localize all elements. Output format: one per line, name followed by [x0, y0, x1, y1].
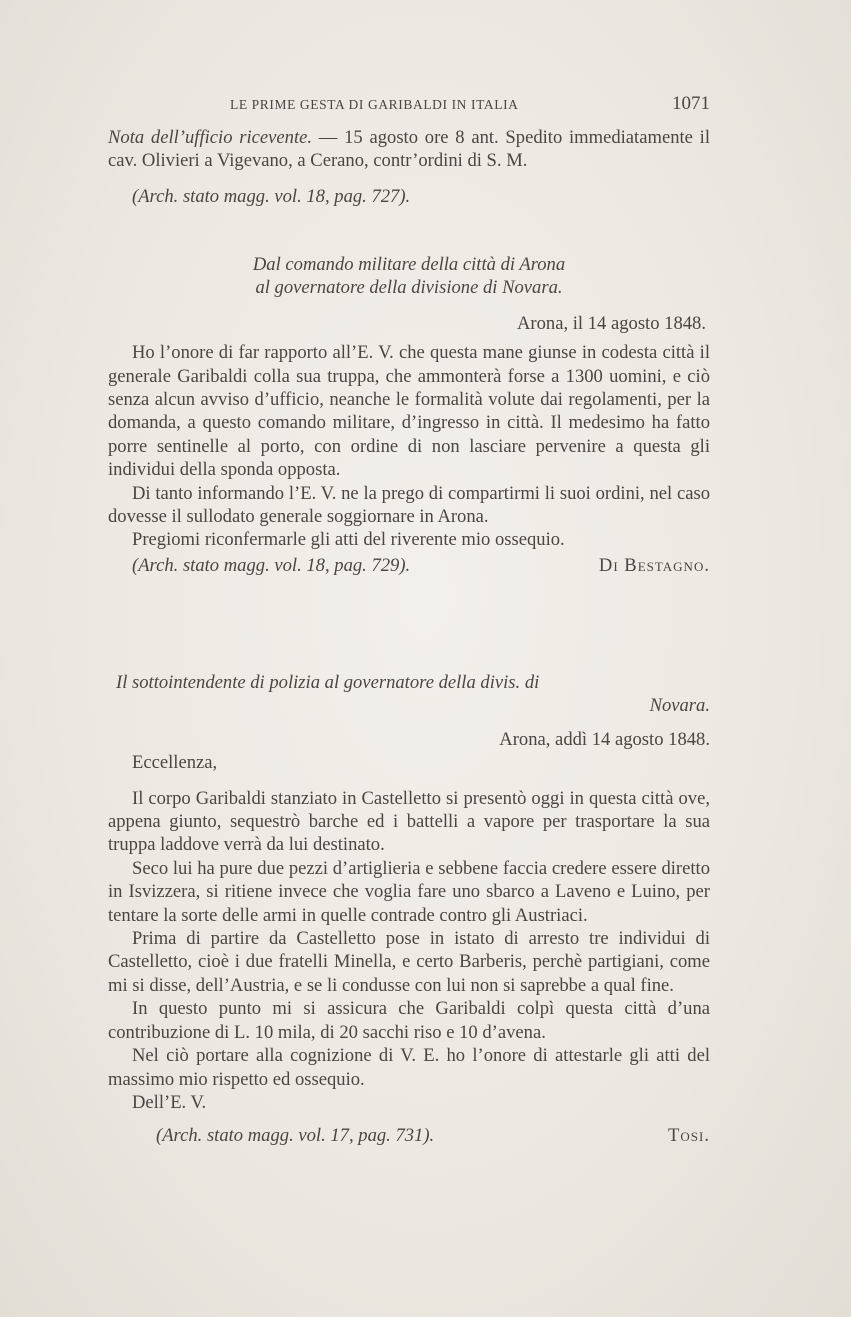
letter2-dateline: Arona, addì 14 agosto 1848. [499, 728, 710, 750]
letter1-heading-line1: Dal comando militare della città di Arona [252, 254, 566, 275]
letter2-paragraph: Il corpo Garibaldi stanziato in Castelletto si presentò oggi in questa città ove, appena giunto, sequestrò barche ed i battelli a vapore per trasportare la sua truppa laddove verrà da lui destinato. [108, 787, 710, 856]
letter-1 [108, 253, 710, 577]
letter2-signature: Tosi. [668, 1125, 710, 1147]
nota-text: — 15 agosto ore 8 ant. Spedito immediatamente il cav. Olivieri a Vigevano, a Cerano, contr’ordini di S. M. [108, 127, 710, 172]
letter2-heading-line2: Novara. [649, 695, 710, 717]
letter2-closing: Dell’E. V. [132, 1091, 207, 1113]
letter2-salutation: Eccellenza, [132, 752, 218, 774]
nota-reference: (Arch. stato magg. vol. 18, pag. 727). [132, 185, 411, 207]
nota-paragraph [108, 126, 710, 173]
letter1-paragraph: Ho l’onore di far rapporto all’E. V. che questa mane giunse in codesta città il generale Garibaldi colla sua truppa, che ammonterà forse a 1300 uomini, e ciò senza alcun avviso d’ufficio, neanche le formalità volute dai regolamenti, per la domanda, a questo comando militare, d’ingresso in città. Il medesimo ha fatto porre sentinelle al porto, con ordine di non lasciare pervenire a questa gli individui della sponda opposta. [108, 342, 710, 481]
letter1-paragraph: Di tanto informando l’E. V. ne la prego di compartirmi li suoi ordini, nel caso dovesse il sullodato generale soggiornare in Arona. [108, 482, 710, 528]
letter1-heading-line2: al governatore della divisione di Novara. [255, 277, 563, 299]
page-number: 1071 [672, 93, 710, 114]
letter2-heading-line1: Il sottointendente di polizia al governatore della divis. di [116, 672, 540, 693]
nota-label: Nota dell’ufficio ricevente. [108, 127, 313, 148]
letter2-footer [108, 1124, 710, 1147]
running-title: LE PRIME GESTA DI GARIBALDI IN ITALIA [230, 97, 519, 112]
letter2-paragraph: In questo punto mi si assicura che Garibaldi colpì questa città d’una contribuzione di L. 10 mila, di 20 sacchi riso e 10 d’avena. [108, 998, 710, 1043]
nota-block [108, 126, 710, 208]
letter2-reference: (Arch. stato magg. vol. 17, pag. 731). [156, 1125, 435, 1147]
letter1-dateline: Arona, il 14 agosto 1848. [516, 312, 706, 334]
page-header [108, 93, 710, 117]
letter1-signature: Di Bestagno. [598, 554, 710, 576]
letter1-footer [108, 554, 710, 577]
letter1-reference: (Arch. stato magg. vol. 18, pag. 729). [132, 554, 411, 576]
letter1-paragraph: Pregiomi riconfermarle gli atti del riverente mio ossequio. [132, 529, 565, 551]
letter2-paragraph: Nel ciò portare alla cognizione di V. E. ho l’onore di attestarle gli atti del massimo mio rispetto ed ossequio. [108, 1045, 710, 1090]
letter2-paragraph: Prima di partire da Castelletto pose in istato di arresto tre individui di Castelletto, cioè i due fratelli Minella, e certo Barberis, perchè partigiani, come mi si disse, dell’Austria, e se li condusse con lui non si saprebbe a qual fine. [108, 928, 710, 996]
letter2-paragraph: Seco lui ha pure due pezzi d’artiglieria e sebbene faccia credere essere diretto in Isvizzera, si ritiene invece che voglia fare uno sbarco a Laveno e Luino, per tentare la sorte delle armi in quelle contrade contro gli Austriaci. [108, 857, 710, 926]
letter-2 [108, 671, 710, 1148]
